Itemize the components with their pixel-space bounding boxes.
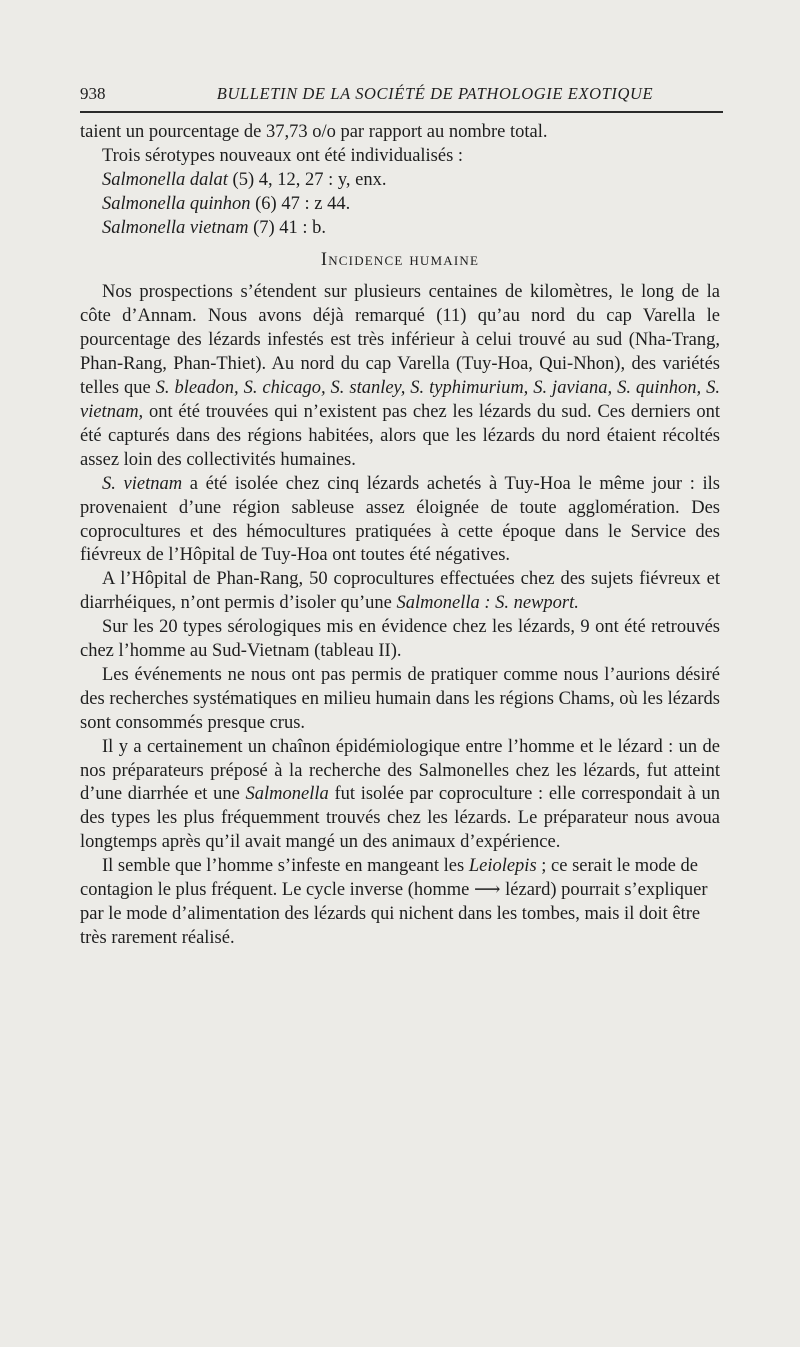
header-rule xyxy=(80,111,723,113)
p1-species: S. bleadon, S. chicago, S. stanley, S. typhimurium, S. javiana, S. quinhon, S. vietnam, xyxy=(80,378,720,422)
p6-species: Salmonella xyxy=(245,784,329,805)
serotype-name: Salmonella dalat xyxy=(102,169,228,190)
serotype-item xyxy=(80,193,720,217)
p7-text-a: Il semble que l’homme s’infeste en mangeant les xyxy=(102,856,469,877)
section-title: Incidence humaine xyxy=(320,249,480,270)
intro-line-2: Trois sérotypes nouveaux ont été individualisés : xyxy=(102,145,464,166)
serotype-formula: (6) 47 : z 44. xyxy=(255,193,351,214)
serotype-item xyxy=(80,169,720,193)
p6-text-a: Il y a certainement un chaînon épidémiologique entre l’homme et le lézard : un de nos préparateurs préposé à la recherche des Salmonelles chez les lézards, fut atteint d’une diarrhée et une xyxy=(80,736,720,805)
running-title: BULLETIN DE LA SOCIÉTÉ DE PATHOLOGIE EXOTIQUE xyxy=(216,84,654,103)
serotype-formula: (5) 4, 12, 27 : y, enx. xyxy=(232,169,387,190)
serotype-item xyxy=(80,217,720,241)
page-header xyxy=(80,84,720,106)
intro-line-1: taient un pourcentage de 37,73 o/o par rapport au nombre total. xyxy=(80,122,548,142)
serotype-name: Salmonella quinhon xyxy=(102,193,251,214)
paragraph-2 xyxy=(80,473,720,569)
article-body xyxy=(80,121,720,951)
p2-species: S. vietnam xyxy=(102,473,183,494)
serotype-list xyxy=(80,169,720,241)
p1-text-a: Nos prospections s’étendent sur plusieurs centaines de kilomètres, le long de la côte d’Annam. Nous avons déjà remarqué (11) qu’au nord du cap Varella le pourcentage des lézards infestés est très inférieur à celui trouvé au sud (Nha-Trang, Phan-Rang, Phan-Thiet). Au nord du cap Varella (Tuy-Hoa, Qui-Nhon), des variétés telles que xyxy=(80,282,720,399)
p2-text-a: a été isolée chez cinq lézards achetés à Tuy-Hoa le même jour : ils provenaient d’une région sableuse assez éloignée de toute agglomération. Des coprocultures et des hémocultures pratiquées à cette époque dans le Service des fiévreux de l’Hôpital de Tuy-Hoa ont toutes été négatives. xyxy=(80,473,721,566)
p3-species: Salmonella : S. newport. xyxy=(396,593,579,614)
serotype-name: Salmonella vietnam xyxy=(102,217,249,238)
paragraph-1 xyxy=(80,281,720,472)
p3-text-a: A l’Hôpital de Phan-Rang, 50 coprocultures effectuées chez des sujets fiévreux et diarrhéiques, n’ont permis d’isoler qu’une xyxy=(80,569,720,614)
paragraph-4: Sur les 20 types sérologiques mis en évidence chez les lézards, 9 ont été retrouvés chez l’homme au Sud-Vietnam (tableau II). xyxy=(80,617,720,662)
p6-text-b: fut isolée par coproculture : elle correspondait à un des types les plus fréquemment trouvés chez les lézards. Le préparateur nous avoua longtemps après qu’il avait mangé un des animaux d’expérience. xyxy=(80,784,721,853)
p7-text-b: ; ce serait le mode de contagion le plus fréquent. Le cycle inverse (homme ⟶ lézard) pourrait s’expliquer par le mode d’alimentation des lézards qui nichent dans les tombes, mais il doit être très rarement réalisé. xyxy=(80,856,708,948)
p1-text-b: ont été trouvées qui n’existent pas chez les lézards du sud. Ces derniers ont été capturés dans des régions habitées, alors que les lézards du nord étaient récoltés assez loin des collectivités humaines. xyxy=(80,401,720,470)
page-number: 938 xyxy=(80,84,106,103)
paragraph-6 xyxy=(80,736,720,856)
paragraph-3 xyxy=(80,568,720,616)
paragraph-7 xyxy=(80,855,720,951)
paragraph-5: Les événements ne nous ont pas permis de pratiquer comme nous l’aurions désiré des recherches systématiques en milieu humain dans les régions Chams, où les lézards sont consommés presque crus. xyxy=(80,664,720,733)
serotype-formula: (7) 41 : b. xyxy=(253,217,327,238)
p7-genus: Leiolepis xyxy=(468,856,537,877)
